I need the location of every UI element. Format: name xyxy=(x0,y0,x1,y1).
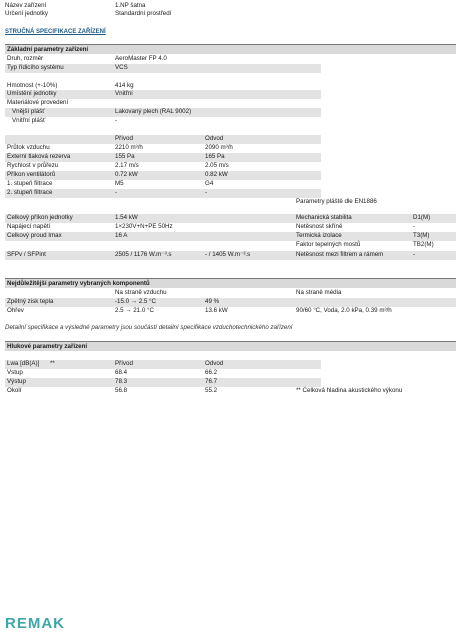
noise-supply: 56.8 xyxy=(115,387,128,394)
flow-label: Externí tlaková rezerva xyxy=(7,153,71,160)
components-note: Detailní specifikace a výsledné parametry jsou součástí detailní specifikace vzduchotechnického zařízení xyxy=(5,324,293,331)
power-value: 1.54 kW xyxy=(115,214,138,221)
flow-label: Průtok vzduchu xyxy=(7,144,50,151)
device-name-label: Název zařízení xyxy=(5,2,47,9)
casing-value: T3(M) xyxy=(413,232,430,239)
media-side-label: Na straně média xyxy=(296,289,342,296)
sfp-exhaust: - / 1405 W.m⁻³.s xyxy=(205,251,251,258)
noise-label: Vstup xyxy=(7,369,23,376)
casing-label: Netěsnost skříně xyxy=(296,223,343,230)
casing-label: Netěsnost mezi filtrem a rámem xyxy=(296,251,384,258)
row-label: Materiálové provedení xyxy=(7,99,69,106)
power-label: Napájecí napětí xyxy=(7,223,51,230)
col-supply: Přívod xyxy=(115,135,133,142)
noise-label: Výstup xyxy=(7,378,26,385)
flow-header-band xyxy=(5,135,321,144)
noise-footnote: ** Celková hladina akustického výkonu xyxy=(296,387,403,394)
row-band xyxy=(5,298,456,307)
flow-supply: - xyxy=(115,189,118,196)
row-label: Druh, rozměr xyxy=(7,55,44,62)
component-media: 90/60 °C, Voda, 2.0 kPa, 0.39 m³/h xyxy=(296,307,392,314)
component-label: Ohřev xyxy=(7,307,24,314)
noise-supply: 78.3 xyxy=(115,378,128,385)
col-exhaust: Odvod xyxy=(205,135,224,142)
row-label: Vnější plášť xyxy=(12,108,45,115)
device-name-value: 1.NP šatna xyxy=(115,2,146,9)
row-value: VCS xyxy=(115,64,128,71)
component-air: 2.5 → 21.0 °C xyxy=(115,307,154,314)
unit-purpose-label: Určení jednotky xyxy=(5,10,48,17)
air-side-label: Na straně vzduchu xyxy=(115,289,167,296)
row-band xyxy=(5,232,456,241)
row-value: Lakovaný plech (RAL 9002) xyxy=(115,108,192,115)
row-value: AeroMaster FP 4.0 xyxy=(115,55,167,62)
row-label: Typ řídicího systému xyxy=(7,64,64,71)
flow-supply: 2.17 m/s xyxy=(115,162,139,169)
basic-heading: Základní parametry zařízení xyxy=(7,46,89,53)
flow-exhaust: 0.82 kW xyxy=(205,171,228,178)
flow-supply: M5 xyxy=(115,180,124,187)
casing-value: TB2(M) xyxy=(413,241,434,248)
casing-label: Mechanická stabilita xyxy=(296,214,352,221)
power-value: 16 A xyxy=(115,232,128,239)
row-value: Vnitřní xyxy=(115,90,133,97)
casing-label: Faktor tepelných mostů xyxy=(296,241,361,248)
noise-supply: 68.4 xyxy=(115,369,128,376)
row-band xyxy=(5,378,321,387)
flow-label: Rychlost v průřezu xyxy=(7,162,59,169)
noise-exhaust: 55.2 xyxy=(205,387,218,394)
component-power: 49 % xyxy=(205,298,220,305)
spec-title: STRUČNÁ SPECIFIKACE ZAŘÍZENÍ xyxy=(5,29,106,35)
flow-exhaust: - xyxy=(205,189,208,196)
noise-stars: ** xyxy=(50,360,55,367)
power-label: Celkový příkon jednotky xyxy=(7,214,73,221)
sfp-label: SFPv / SFPint xyxy=(7,251,46,258)
row-label: Vnitřní plášť xyxy=(12,117,46,124)
component-air: -15.0 → 2.5 °C xyxy=(115,298,156,305)
row-label: Umístění jednotky xyxy=(7,90,57,97)
flow-exhaust: 2090 m³/h xyxy=(205,144,233,151)
power-label: Celkový proud Imax xyxy=(7,232,62,239)
noise-exhaust: 66.2 xyxy=(205,369,218,376)
casing-value: D1(M) xyxy=(413,214,431,221)
power-value: 1×230V+N+PE 50Hz xyxy=(115,223,173,230)
casing-params-title: Parametry pláště dle EN1886 xyxy=(296,198,377,205)
noise-exhaust: 76.7 xyxy=(205,378,218,385)
casing-value: - xyxy=(413,223,416,230)
row-label: Hmotnost (+-10%) xyxy=(7,82,58,89)
flow-label: Příkon ventilátorů xyxy=(7,171,56,178)
component-power: 13.6 kW xyxy=(205,307,228,314)
components-heading: Nejdůležitější parametry vybraných komponentů xyxy=(7,280,150,287)
component-label: Zpětný zisk tepla xyxy=(7,298,54,305)
flow-exhaust: 165 Pa xyxy=(205,153,225,160)
flow-label: 1. stupeň filtrace xyxy=(7,180,53,187)
flow-label: 2. stupeň filtrace xyxy=(7,189,53,196)
flow-exhaust: 2.05 m/s xyxy=(205,162,229,169)
noise-col-exhaust: Odvod xyxy=(205,360,224,367)
flow-supply: 155 Pa xyxy=(115,153,135,160)
noise-label: Okolí xyxy=(7,387,22,394)
noise-unit-label: Lwa [dB(A)] xyxy=(7,360,40,367)
row-value: 414 kg xyxy=(115,82,134,89)
remak-logo: REMAK xyxy=(5,615,65,632)
noise-col-supply: Přívod xyxy=(115,360,133,367)
unit-purpose-value: Standardní prostředí xyxy=(115,10,172,17)
casing-value: - xyxy=(413,251,416,258)
flow-exhaust: G4 xyxy=(205,180,214,187)
noise-heading: Hlukové parametry zařízení xyxy=(7,343,88,350)
flow-supply: 0.72 kW xyxy=(115,171,138,178)
casing-label: Termická izolace xyxy=(296,232,342,239)
flow-supply: 2210 m³/h xyxy=(115,144,143,151)
sfp-supply: 2505 / 1176 W.m⁻³.s xyxy=(115,251,172,258)
row-value: - xyxy=(115,117,118,124)
